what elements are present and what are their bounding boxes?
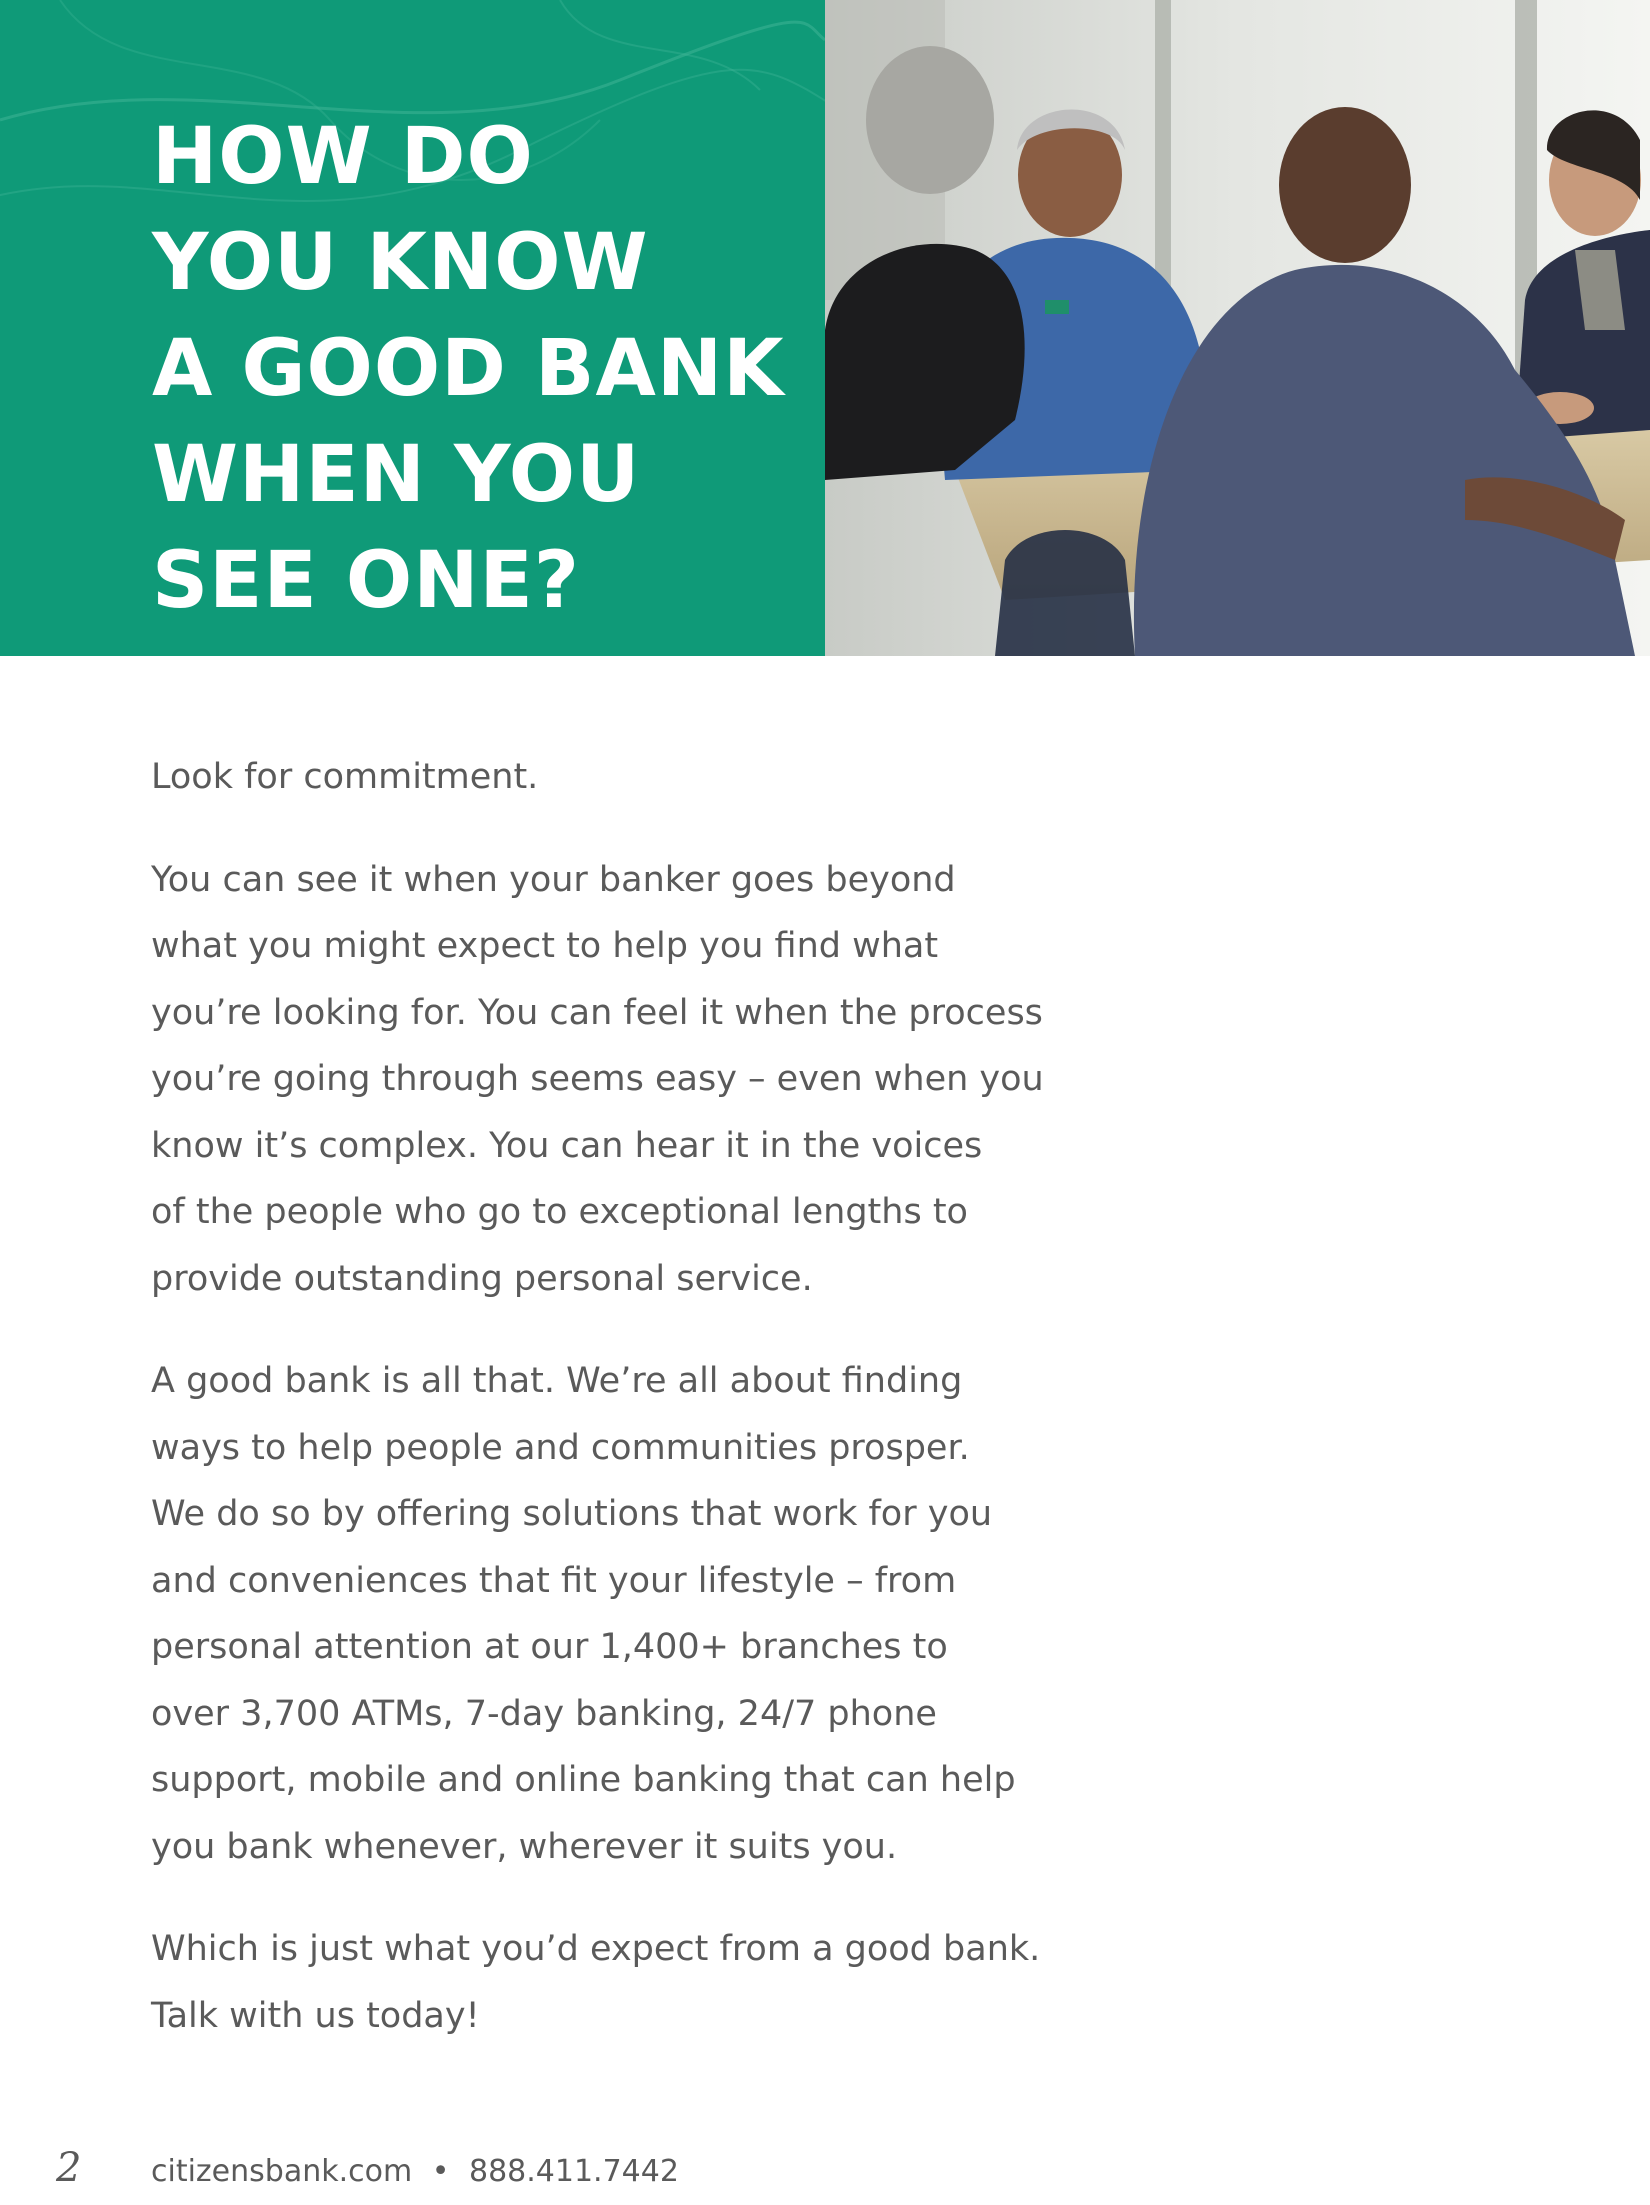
text-line: ways to help people and communities prosper. — [151, 1427, 970, 1468]
website-link[interactable]: citizensbank.com — [151, 2154, 413, 2189]
text-line: of the people who go to exceptional lengths to — [151, 1192, 968, 1232]
phone-number[interactable]: 888.411.7442 — [469, 2154, 679, 2189]
text-line: and conveniences that fit your lifestyle – from — [151, 1560, 957, 1601]
text-line: know it’s complex. You can hear it in the voices — [151, 1125, 983, 1166]
meeting-photo-illustration — [825, 0, 1650, 656]
text-line: Which is just what you’d expect from a good bank. — [151, 1929, 1041, 1969]
text-line: you’re looking for. You can feel it when the process — [151, 992, 1043, 1033]
text-line: personal attention at our 1,400+ branches to — [151, 1627, 948, 1667]
headline-line: YOU KNOW — [152, 218, 649, 308]
meeting-photo — [825, 0, 1650, 656]
text-line: you bank whenever, wherever it suits you. — [151, 1826, 898, 1867]
headline — [152, 104, 785, 634]
headline-line: HOW DO — [152, 112, 534, 202]
paragraph-good-bank — [151, 1348, 1091, 1880]
paragraph-commitment — [151, 847, 1091, 1313]
text-line: We do so by offering solutions that work for you — [151, 1494, 993, 1534]
text-line: Talk with us today! — [151, 1995, 480, 2036]
text-line: provide outstanding personal service. — [151, 1258, 813, 1299]
text-line: A good bank is all that. We’re all about finding — [151, 1361, 963, 1401]
headline-panel — [0, 0, 825, 656]
hero-banner — [0, 0, 1650, 656]
body-copy — [151, 744, 1091, 2085]
text-line: You can see it when your banker goes beyond — [151, 859, 956, 900]
headline-line: A GOOD BANK — [152, 324, 785, 414]
separator-bullet: • — [431, 2154, 450, 2189]
headline-line: SEE ONE? — [152, 536, 581, 626]
page-number: 2 — [56, 2145, 82, 2191]
text-line: Look for commitment. — [151, 757, 539, 797]
text-line: you’re going through seems easy – even when you — [151, 1059, 1044, 1099]
paragraph-closing — [151, 1916, 1091, 2049]
text-line: what you might expect to help you find what — [151, 926, 939, 966]
paragraph-intro — [151, 744, 1091, 811]
text-line: over 3,700 ATMs, 7-day banking, 24/7 phone — [151, 1693, 937, 1734]
footer-contact — [151, 2148, 679, 2196]
text-line: support, mobile and online banking that can help — [151, 1760, 1016, 1800]
headline-line: WHEN YOU — [152, 430, 641, 520]
page-footer — [0, 2140, 1650, 2200]
